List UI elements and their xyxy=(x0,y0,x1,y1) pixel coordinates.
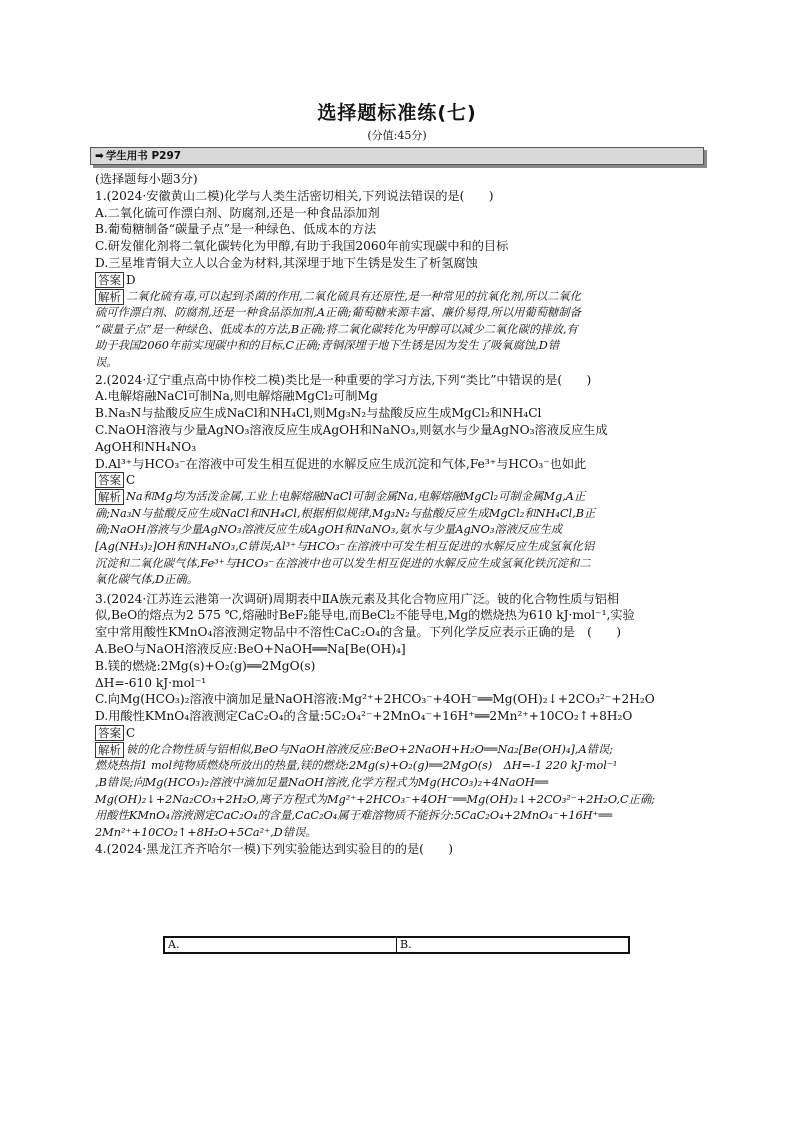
question-1-explanation xyxy=(95,289,707,306)
question-2-explanation xyxy=(95,489,707,506)
explanation-line: 二氧化硫有毒,可以起到杀菌的作用,二氧化硫具有还原性,是一种常见的抗氧化剂,所以二氧化 xyxy=(126,289,581,303)
explanation-line: ,B错误;向Mg(HCO₃)₂溶液中滴加足量NaOH溶液,化学方程式为Mg(HCO₃)₂+4NaOH══ xyxy=(95,776,549,790)
table-cell-a: A. xyxy=(168,938,180,951)
question-2-option-b: B.Na₃N与盐酸反应生成NaCl和NH₄Cl,则Mg₃N₂与盐酸反应生成MgCl₂和NH₄Cl xyxy=(95,406,542,421)
explanation-line: 沉淀和二氧化碳气体,Fe³⁺与HCO₃⁻在溶液中也可以发生相互促进的水解反应生成氢氧化铁沉淀和二 xyxy=(95,556,591,570)
explanation-line: 用酸性KMnO₄溶液测定CaC₂O₄的含量,CaC₂O₄属于难溶物质不能拆分:5CaC₂O₄+2MnO₄⁻+16H⁺══ xyxy=(95,809,613,823)
question-1-option-d: D.三星堆青铜大立人以合金为材料,其深埋于地下生锈是发生了析氢腐蚀 xyxy=(95,255,478,270)
explanation-line: 燃烧热指1 mol纯物质燃烧所放出的热量,镁的燃烧:2Mg(s)+O₂(g)══2MgO(s) ΔH=-1 220 kJ·mol⁻¹ xyxy=(95,759,618,773)
question-3-option-a: A.BeO与NaOH溶液反应:BeO+NaOH══Na[Be(OH)₄] xyxy=(95,642,406,657)
explanation-line: 确;Na₃N与盐酸反应生成NaCl和NH₄Cl,根据相似规律,Mg₃N₂与盐酸反应生成MgCl₂和NH₄Cl,B正 xyxy=(95,506,596,520)
intro-note: (选择题每小题3分) xyxy=(95,172,198,186)
question-3-option-c: C.向Mg(HCO₃)₂溶液中滴加足量NaOH溶液:Mg²⁺+2HCO₃⁻+4OH⁻══Mg(OH)₂↓+2CO₃²⁻+2H₂O xyxy=(95,692,655,707)
answer-label: 答案 xyxy=(95,272,124,288)
answer-value: C xyxy=(126,473,136,488)
question-1-answer xyxy=(95,272,707,289)
answer-value: D xyxy=(126,272,136,287)
question-4-options-table xyxy=(163,936,630,954)
score-subtitle: (分值:45分) xyxy=(367,129,427,142)
question-4-stem: 4.(2024·黑龙江齐齐哈尔一模)下列实验能达到实验目的的是( ) xyxy=(95,842,454,857)
question-3-stem-cont: 似,BeO的熔点为2 575 ℃,熔融时BeF₂能导电,而BeCl₂不能导电,Mg的燃烧热为610 kJ·mol⁻¹,实验 xyxy=(95,608,635,623)
explanation-label: 解析 xyxy=(95,742,124,758)
explanation-line: Mg(OH)₂↓+2Na₂CO₃+2H₂O,离子方程式为Mg²⁺+2HCO₃⁻+4OH⁻══Mg(OH)₂↓+2CO₃²⁻+2H₂O,C正确; xyxy=(95,792,656,806)
explanation-line: 误。 xyxy=(95,355,118,369)
question-3-explanation xyxy=(95,742,707,759)
question-1-option-a: A.二氧化硫可作漂白剂、防腐剂,还是一种食品添加剂 xyxy=(95,205,380,220)
page-title: 选择题标准练(七) xyxy=(317,102,477,124)
question-content xyxy=(95,171,707,858)
question-3-option-b-cont: ΔH=-610 kJ·mol⁻¹ xyxy=(95,675,207,690)
question-2-answer xyxy=(95,472,707,489)
explanation-line: Na和Mg均为活泼金属,工业上电解熔融NaCl可制金属Na,电解熔融MgCl₂可制金属Mg,A正 xyxy=(126,490,586,504)
explanation-line: 助于我国2060年前实现碳中和的目标,C正确;青铜深埋于地下生锈是因为发生了吸氧腐蚀,D错 xyxy=(95,339,560,353)
question-2-option-a: A.电解熔融NaCl可制Na,则电解熔融MgCl₂可制Mg xyxy=(95,389,378,404)
explanation-line: 铍的化合物性质与铝相似,BeO与NaOH溶液反应:BeO+2NaOH+H₂O══Na₂[Be(OH)₄],A错误; xyxy=(126,742,614,756)
explanation-line: 确;NaOH溶液与少量AgNO₃溶液反应生成AgOH和NaNO₃,氨水与少量AgNO₃溶液反应生成 xyxy=(95,523,563,537)
explanation-line: 硫可作漂白剂、防腐剂,还是一种食品添加剂,A正确;葡萄糖来源丰富、廉价易得,所以用葡萄糖制备 xyxy=(95,306,581,320)
book-reference-banner xyxy=(90,147,704,165)
explanation-label: 解析 xyxy=(95,289,124,305)
question-2-option-d: D.Al³⁺与HCO₃⁻在溶液中可发生相互促进的水解反应生成沉淀和气体,Fe³⁺与HCO₃⁻也如此 xyxy=(95,456,587,471)
question-3-stem: 3.(2024·江苏连云港第一次调研)周期表中ⅡA族元素及其化合物应用广泛。铍的化合物性质与铝相 xyxy=(95,591,620,606)
answer-label: 答案 xyxy=(95,472,124,488)
question-3-stem-cont: 室中常用酸性KMnO₄溶液测定物品中不溶性CaC₂O₄的含量。下列化学反应表示正确的是 ( ) xyxy=(95,625,622,640)
answer-value: C xyxy=(126,726,136,741)
answer-label: 答案 xyxy=(95,725,124,741)
explanation-line: 2Mn²⁺+10CO₂↑+8H₂O+5Ca²⁺,D错误。 xyxy=(95,825,317,839)
table-cell-b: B. xyxy=(396,938,628,952)
arrow-right-icon: ➡ xyxy=(95,150,104,162)
question-3-answer xyxy=(95,725,707,742)
question-1-stem: 1.(2024·安徽黄山二模)化学与人类生活密切相关,下列说法错误的是( ) xyxy=(95,188,494,203)
explanation-line: 氧化碳气体,D正确。 xyxy=(95,573,199,587)
question-1-option-b: B.葡萄糖制备“碳量子点”是一种绿色、低成本的方法 xyxy=(95,222,377,237)
question-3-option-b: B.镁的燃烧:2Mg(s)+O₂(g)══2MgO(s) xyxy=(95,658,316,673)
question-2-option-c: C.NaOH溶液与少量AgNO₃溶液反应生成AgOH和NaNO₃,则氨水与少量AgNO₃溶液反应生成 xyxy=(95,422,608,437)
explanation-line: “碳量子点”是一种绿色、低成本的方法,B正确;将二氧化碳转化为甲醇可以减少二氧化碳的排放,有 xyxy=(95,322,578,336)
question-1-option-c: C.研发催化剂将二氧化碳转化为甲醇,有助于我国2060年前实现碳中和的目标 xyxy=(95,239,509,254)
question-2-option-c-cont: AgOH和NH₄NO₃ xyxy=(95,439,197,454)
explanation-line: [Ag(NH₃)₂]OH和NH₄NO₃,C错误;Al³⁺与HCO₃⁻在溶液中可发生相互促进的水解反应生成氢氧化铝 xyxy=(95,539,595,553)
banner-text: 学生用书 P297 xyxy=(105,150,182,162)
question-2-stem: 2.(2024·辽宁重点高中协作校二模)类比是一种重要的学习方法,下列“类比”中错误的是( ) xyxy=(95,372,592,387)
question-3-option-d: D.用酸性KMnO₄溶液测定CaC₂O₄的含量:5C₂O₄²⁻+2MnO₄⁻+16H⁺══2Mn²⁺+10CO₂↑+8H₂O xyxy=(95,709,633,724)
explanation-label: 解析 xyxy=(95,489,124,505)
